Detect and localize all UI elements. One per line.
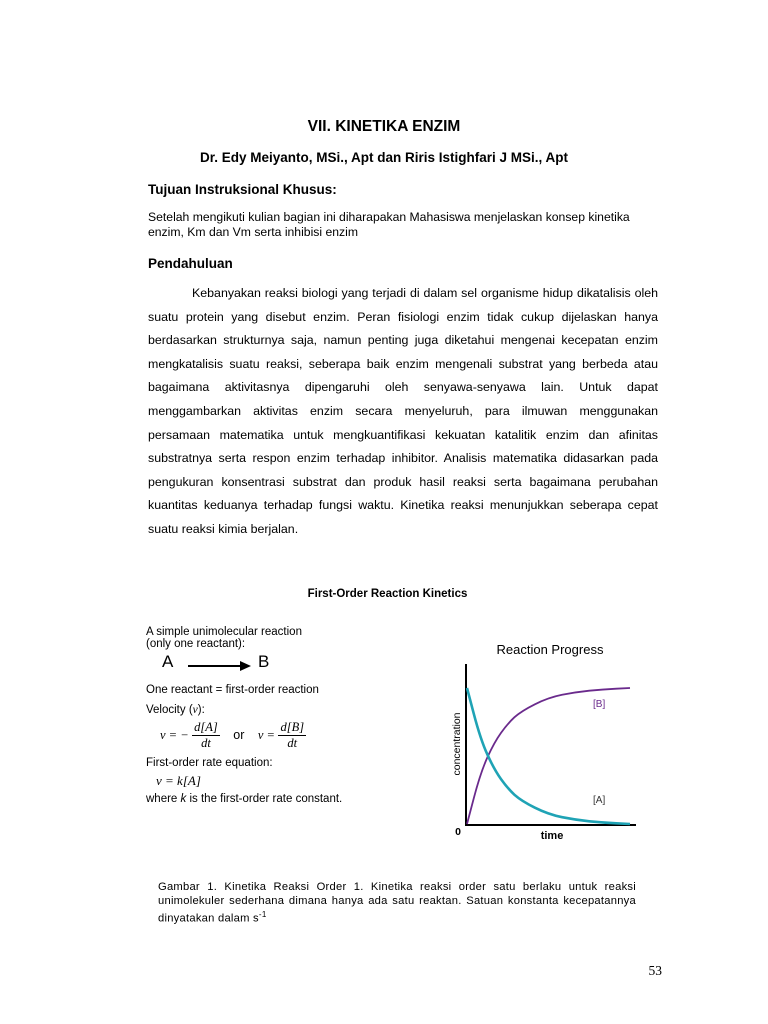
first-order-note: One reactant = first-order reaction: [146, 684, 319, 696]
reactant-label: A: [162, 652, 174, 671]
reaction-arrow-icon: [186, 660, 252, 672]
rate-eq-b-lhs: v =: [257, 727, 275, 742]
product-label: B: [258, 652, 270, 671]
reaction-desc-line1: A simple unimolecular reaction: [146, 626, 302, 638]
series-b-line: [467, 688, 630, 824]
chapter-title: VII. KINETIKA ENZIM: [307, 118, 461, 135]
or-text: or: [233, 727, 245, 742]
y-axis-label: concentration: [451, 712, 463, 776]
origin-label: 0: [455, 826, 461, 838]
intro-heading: Pendahuluan: [148, 256, 233, 271]
figure-caption: Gambar 1. Kinetika Reaksi Order 1. Kinetika reaksi order satu berlaku untuk reaksi unimolekuler sederhana dimana hanya ada satu reaktan. Satuan konstanta kecepatannya dinyatakan dalam $s^{-1}$: [158, 881, 636, 925]
series-a-line: [467, 688, 630, 824]
objective-text: Setelah mengikuti kulian bagian ini diharapakan Mahasiswa menjelaskan konsep kinetika enzim, Km dan Vm serta inhibisi enzim: [148, 210, 630, 239]
rate-eq-b-fraction: $\frac{d[B]}{dt}$: [280, 720, 305, 750]
page-number: 53: [648, 963, 662, 978]
velocity-label: Velocity (v):: [146, 704, 205, 716]
velocity-equations: [160, 720, 446, 751]
objective-heading: Tujuan Instruksional Khusus:: [148, 182, 337, 197]
intro-paragraph: Kebanyakan reaksi biologi yang terjadi di dalam sel organisme hidup dikatalisis oleh suatu protein yang disebut enzim. Peran fisiologi enzim tidak cukup dijelaskan hanya berdasarkan strukturnya saja, namun penting juga diketahui mengenai kecepatan enzim mengkatalisis suatu reaksi, seberapa baik enzim mengenali substrat yang berbeda atau bagaimana aktivitasnya dipengaruhi oleh senyawa-senyawa lain. Untuk dapat menggambarkan aktivitas enzim secara menyeluruh, para ilmuwan menggunakan persamaan matematika untuk mengkuantifikasi kekuatan katalitik enzim dan afinitas substratnya serta respon enzim terhadap inhibitor. Analisis matematika didasarkan pada pengukuran konsentrasi substrat dan produk hasil reaksi serta bagaimana perubahan kuantitas keduanya terhadap fungsi waktu. Kinetika reaksi menunjukkan seberapa cepat suatu reaksi kimia berjalan.: [148, 286, 658, 536]
authors: Dr. Edy Meiyanto, MSi., Apt dan Riris Istighfari J MSi., Apt: [199, 150, 569, 165]
reaction-progress-chart: [440, 636, 640, 846]
rate-eq-a-lhs: v = −: [160, 727, 189, 742]
series-b-label: [B]: [593, 699, 606, 710]
reaction-desc-line2: (only one reactant):: [146, 638, 246, 650]
figure-left-panel: [146, 626, 446, 805]
x-axis-label: time: [540, 830, 564, 842]
chart-title: Reaction Progress: [496, 642, 604, 657]
rate-eq-label: First-order rate equation:: [146, 757, 273, 769]
rate-constant-note: where k is the first-order rate constant.: [146, 793, 343, 805]
reaction-scheme: [146, 652, 446, 680]
rate-eq-a-fraction: $\frac{d[A]}{dt}$: [194, 720, 218, 750]
figure-title: First-Order Reaction Kinetics: [307, 588, 468, 600]
series-a-label: [A]: [593, 795, 606, 806]
rate-equation: v = k[A]: [156, 773, 201, 788]
